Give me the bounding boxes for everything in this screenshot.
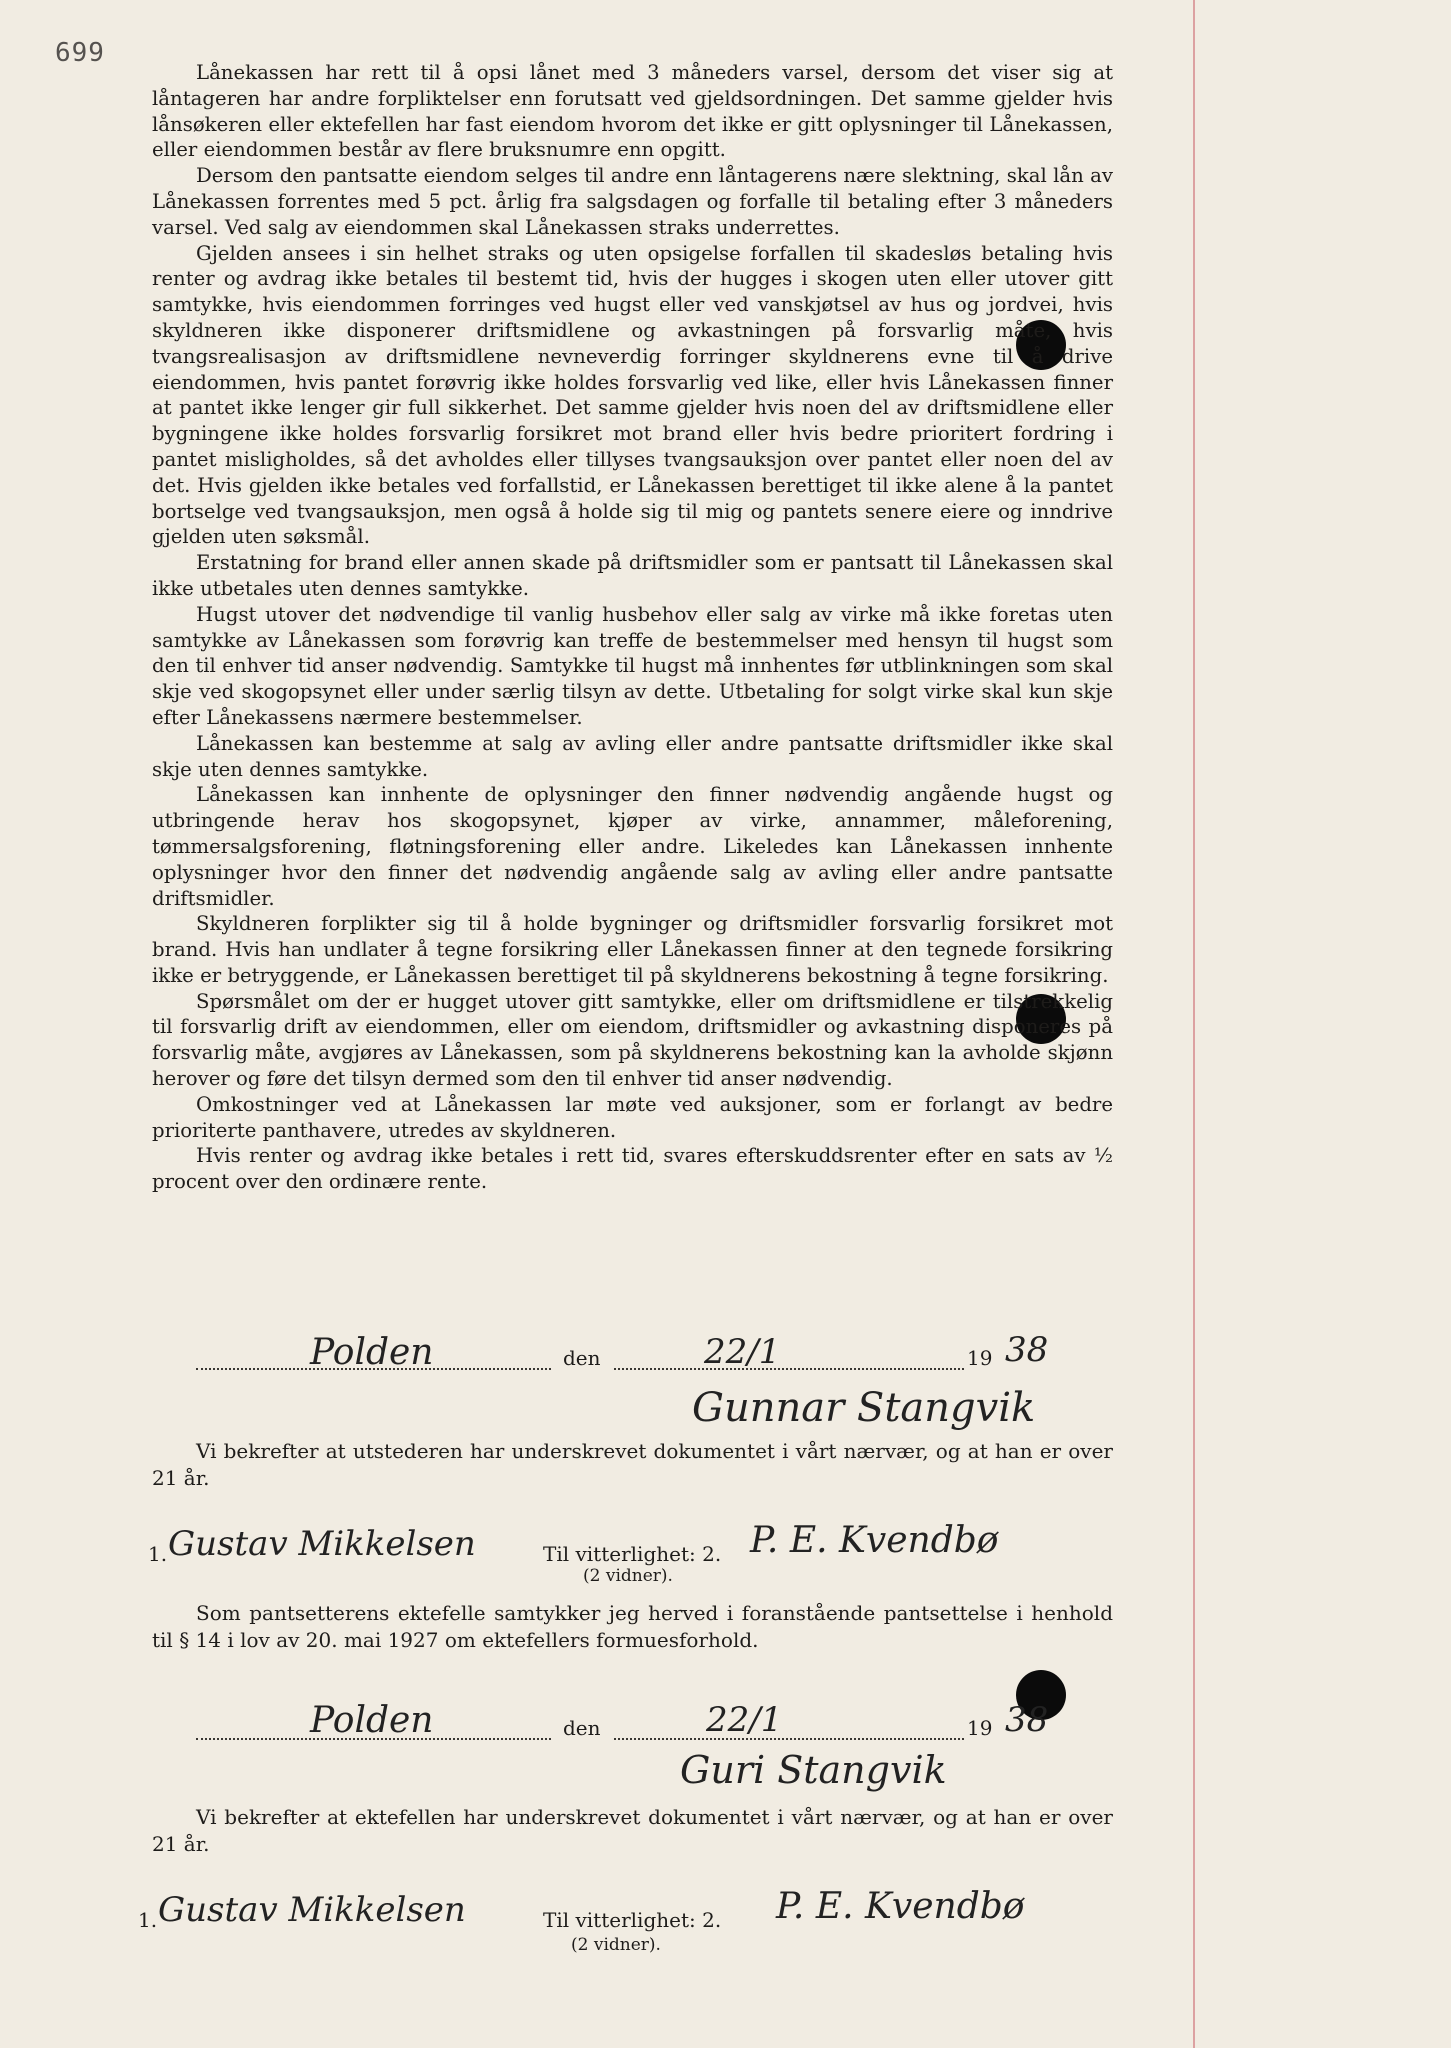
- terms-text: [152, 60, 1113, 1195]
- paragraph: Lånekassen kan innhente de oplysninger den finner nødvendig angående hugst og utbringende herav hos skogopsynet, kjøper av virke, annammer, måleforening, tømmersalgsforening, fløtningsforening eller andre. Likeledes kan Lånekassen innhente oplysninger hvor den finner det nødvendig angående salg av avling eller andre pantsatte driftsmidler.: [152, 783, 1113, 910]
- spouse-signature: Guri Stangvik: [680, 1748, 947, 1792]
- paragraph: Dersom den pantsatte eiendom selges til andre enn låntagerens nære slektning, skal lån av Lånekassen forrentes med 5 pct. årlig fra salgsdagen og forfalle til betaling efter 3 måneders varsel. Ved salg av eiendommen skal Lånekassen straks underrettes.: [152, 164, 1113, 239]
- den-label: den: [563, 1716, 601, 1740]
- witness-label: Til vitterlighet: 2.: [543, 1908, 722, 1932]
- witness-number: 1.: [138, 1908, 158, 1932]
- paragraph: Hugst utover det nødvendige til vanlig husbehov eller salg av virke må ikke foretas uten samtykke av Lånekassen som forøvrig kan treffe de bestemmelser med hensyn til hugst som den til enhver tid anser nødvendig. Samtykke til hugst må innhentes før utblinkningen som skal skje ved skogopsynet eller under særlig tilsyn av dette. Utbetaling for solgt virke skal kun skje efter Lånekassens nærmere bestemmelser.: [152, 602, 1113, 729]
- paragraph: Lånekassen har rett til å opsi lånet med 3 måneders varsel, dersom det viser sig at låntageren har andre forpliktelser enn forutsatt ved gjeldsordningen. Det samme gjelder hvis lånsøkeren eller ektefellen har fast eiendom hvorom det ikke er gitt oplysninger til Lånekassen, eller eiendommen består av flere bruksnumre enn opgitt.: [152, 61, 1113, 162]
- witness-signature: P. E. Kvendbø: [776, 1886, 1025, 1927]
- witness-signature: P. E. Kvendbø: [750, 1520, 999, 1561]
- place-handwritten: Polden: [310, 1700, 434, 1741]
- year-handwritten: 38: [1005, 1330, 1049, 1370]
- den-label: den: [563, 1346, 601, 1370]
- date-line: [614, 1738, 964, 1740]
- date-handwritten: 22/1: [706, 1700, 783, 1740]
- paragraph: Spørsmålet om der er hugget utover gitt samtykke, eller om driftsmidlene er tilstrekkelig til forsvarlig drift av eiendommen, eller om eiendom, driftsmidler og avkastning disponeres på forsvarlig måte, avgjøres av Lånekassen, som på skyldnerens bekostning kan la avholde skjønn herover og føre det tilsyn dermed som den til enhver tid anser nødvendig.: [152, 989, 1113, 1091]
- witness-note: (2 vidner).: [571, 1935, 661, 1955]
- paragraph: Gjelden ansees i sin helhet straks og uten opsigelse forfallen til skadesløs betaling hvis renter og avdrag ikke betales til bestemt tid, hvis der hugges i skogen uten eller utover gitt samtykke, hvis eiendommen forringes ved hugst eller ved vanskjøtsel av hus og jordvei, hvis skyldneren ikke disponerer driftsmidlene og avkastningen på forsvarlig måte, hvis tvangsrealisasjon av driftsmidlene nevneverdig forringer skyldnerens evne til å drive eiendommen, hvis pantet forøvrig ikke holdes forsvarlig ved like, eller hvis Lånekassen finner at pantet ikke lenger gir full sikkerhet. Det samme gjelder hvis noen del av driftsmidlene eller bygningene ikke holdes forsvarlig forsikret mot brand eller hvis bedre prioritert fordring i pantet misligholdes, så det avholdes eller tillyses tvangsauksjon over pantet eller noen del av det. Hvis gjelden ikke betales ved forfallstid, er Lånekassen berettiget til ikke alene å la pantet bortselge ved tvangsauksjon, men også å holde sig til mig og pantets senere eiere og inndrive gjelden uten søksmål.: [152, 241, 1113, 549]
- witness-note: (2 vidner).: [583, 1566, 673, 1586]
- consent-text: Som pantsetterens ektefelle samtykker jeg herved i foranstående pantsettelse i henhold til § 14 i lov av 20. mai 1927 om ektefellers formuesforhold.: [152, 1601, 1113, 1652]
- year-handwritten: 38: [1005, 1700, 1049, 1740]
- paragraph: Hvis renter og avdrag ikke betales i rett tid, svares efterskuddsrenter efter en sats av ½ procent over den ordinære rente.: [152, 1144, 1113, 1194]
- paragraph: Erstatning for brand eller annen skade på driftsmidler som er pantsatt til Lånekassen skal ikke utbetales uten dennes samtykke.: [152, 551, 1113, 600]
- place-handwritten: Polden: [310, 1332, 434, 1373]
- year-prefix: 19: [967, 1346, 993, 1370]
- margin-rule: [1193, 0, 1195, 2048]
- witness-number: 1.: [148, 1542, 168, 1566]
- page-number: 699: [55, 38, 105, 68]
- witness-label: Til vitterlighet: 2.: [543, 1542, 722, 1566]
- paragraph: Skyldneren forplikter sig til å holde bygninger og driftsmidler forsvarlig forsikret mot brand. Hvis han undlater å tegne forsikring eller Lånekassen finner at den tegnede forsikring ikke er betryggende, er Lånekassen berettiget til på skyldnerens bekostning å tegne forsikring.: [152, 912, 1113, 987]
- witness-signature: Gustav Mikkelsen: [168, 1524, 476, 1564]
- date-line: [614, 1368, 964, 1370]
- paragraph: Omkostninger ved at Lånekassen lar møte ved auksjoner, som er forlangt av bedre prioriterte panthavere, utredes av skyldneren.: [152, 1092, 1113, 1142]
- year-prefix: 19: [967, 1716, 993, 1740]
- witness-signature: Gustav Mikkelsen: [158, 1890, 466, 1930]
- debtor-signature: Gunnar Stangvik: [692, 1385, 1036, 1431]
- paragraph: Lånekassen kan bestemme at salg av avling eller andre pantsatte driftsmidler ikke skal skje uten dennes samtykke.: [152, 731, 1113, 781]
- date-handwritten: 22/1: [704, 1332, 781, 1372]
- witness-statement: Vi bekrefter at ektefellen har underskrevet dokumentet i vårt nærvær, og at han er over 21 år.: [152, 1805, 1113, 1856]
- witness-statement: Vi bekrefter at utstederen har underskrevet dokumentet i vårt nærvær, og at han er over 21 år.: [152, 1439, 1113, 1490]
